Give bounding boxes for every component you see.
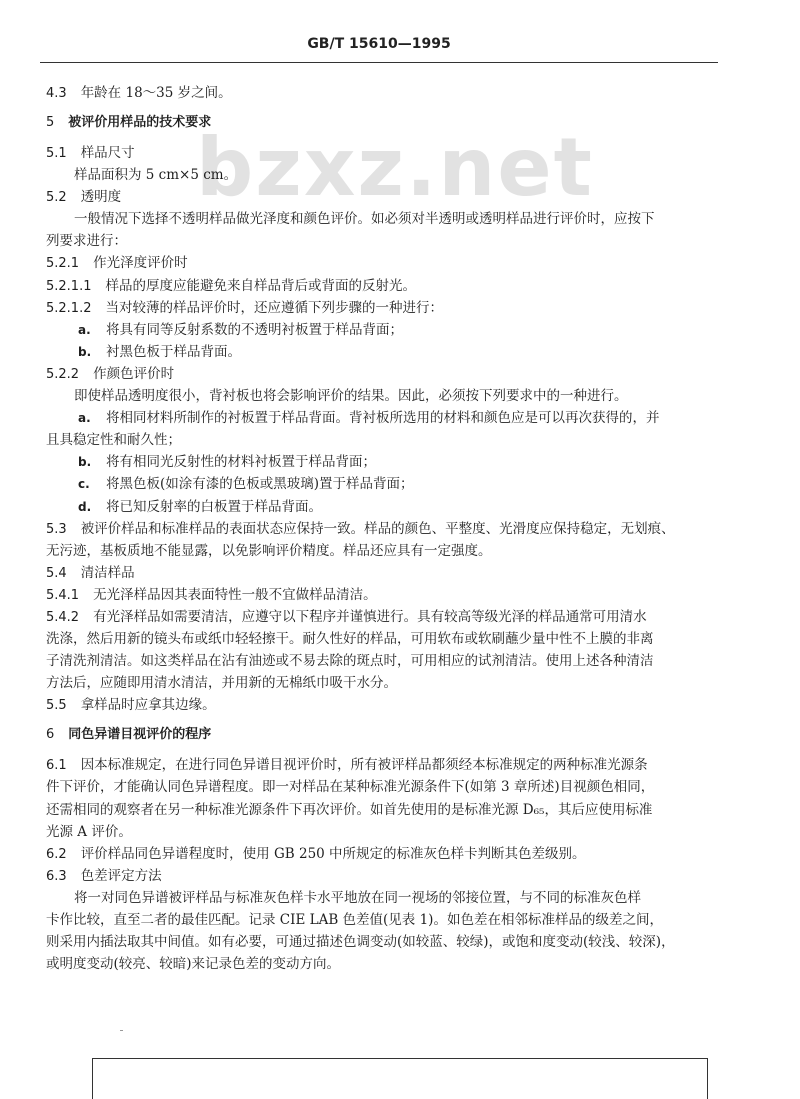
paragraph-continuation: 方法后，应随即用清水清洁，并用新的无棉纸巾吸干水分。	[46, 675, 397, 692]
paragraph-line: 样品面积为 5 cm×5 cm。	[74, 167, 238, 184]
page-header-standard-number: GB/T 15610—1995	[307, 36, 451, 52]
clause-number: 5.1	[46, 146, 67, 161]
clause	[46, 756, 678, 774]
footer-table-box	[92, 1058, 708, 1099]
clause	[46, 564, 678, 582]
clause-text: 因本标准规定，在进行同色异谱目视评价时，所有被评样品都须经本标准规定的两种标准光源条	[80, 757, 648, 774]
clause-text: 色差评定方法	[80, 867, 162, 884]
list-item	[46, 475, 678, 493]
paragraph-continuation: 件下评价，才能确认同色异谱程度。即一对样品在某种标准光源条件下(如第 3 章所述)目视颜色相同，	[46, 779, 655, 796]
clause-text: 无光泽样品因其表面特性一般不宜做样品清洁。	[93, 586, 377, 603]
clause-number: 5.2.1	[46, 256, 80, 272]
list-letter: a.	[78, 411, 91, 426]
section-title: 同色异谱目视评价的程序	[68, 727, 212, 743]
list-text: 将具有同等反射系数的不透明衬板置于样品背面；	[106, 321, 403, 338]
paragraph-continuation: 列要求进行：	[46, 233, 127, 250]
list-text: 将有相同光反射性的材料衬板置于样品背面；	[106, 454, 376, 471]
clause-number: 5.2.1.2	[46, 300, 92, 316]
clause	[46, 365, 678, 383]
clause	[46, 867, 678, 885]
section-heading	[46, 726, 678, 744]
clause-number: 6.3	[46, 868, 67, 884]
list-text: 衬黑色板于样品背面。	[106, 343, 241, 360]
clause-number: 6.1	[46, 758, 67, 774]
paragraph-continuation: 或明度变动(较亮、较暗)来记录色差的变动方向。	[46, 956, 341, 973]
clause-text: 清洁样品	[80, 564, 135, 581]
paragraph-continuation: 无污迹，基板质地不能显露，以免影响评价精度。样品还应具有一定强度。	[46, 542, 492, 559]
clause-text: 透明度	[80, 189, 122, 206]
section-heading	[46, 114, 678, 132]
section-number: 6	[46, 727, 55, 743]
clause-text: 拿样品时应拿其边缘。	[80, 697, 216, 714]
clause-number: 5.2	[46, 190, 67, 206]
clause-text: 被评价样品和标准样品的表面状态应保持一致。样品的颜色、平整度、光滑度应保持稳定，无划痕、	[80, 520, 675, 537]
list-letter: b.	[78, 344, 92, 359]
clause-number: 5.2.2	[46, 366, 80, 382]
list-item	[46, 343, 678, 361]
list-text: 将相同材料所制作的衬板置于样品背面。背衬板所选用的材料和颜色应是可以再次获得的，并	[106, 410, 660, 427]
clause-number: 5.4.2	[46, 609, 80, 625]
clause	[46, 608, 678, 626]
clause	[46, 254, 678, 272]
clause-text: 当对较薄的样品评价时，还应遵循下列步骤的一种进行：	[105, 299, 443, 316]
clause	[46, 84, 678, 102]
paragraph-continuation: 子清洗剂清洁。如这类样品在沾有油迹或不易去除的斑点时，可用相应的试剂清洁。使用上述各种清洁	[46, 653, 654, 670]
clause-text: 样品尺寸	[80, 145, 135, 161]
clause	[46, 277, 678, 295]
clause-number: 5.4.1	[46, 587, 80, 603]
list-item	[46, 321, 678, 339]
header-rule	[40, 62, 718, 63]
clause-text: 样品的厚度应能避免来自样品背后或背面的反射光。	[105, 277, 416, 294]
paragraph-line: 即使样品透明度很小，背衬板也将会影响评价的结果。因此，必须按下列要求中的一种进行。	[74, 388, 628, 405]
list-letter: b.	[78, 455, 92, 470]
clause	[46, 188, 678, 206]
clause	[46, 845, 678, 863]
clause-number: 6.2	[46, 846, 67, 862]
clause-text: 有光泽样品如需要清洁，应遵守以下程序并谨慎进行。具有较高等级光泽的样品通常可用清水	[93, 608, 647, 625]
list-item	[46, 453, 678, 471]
clause	[46, 144, 678, 162]
paragraph-continuation: 洗涤，然后用新的镜头布或纸巾轻轻擦干。耐久性好的样品，可用软布或软刷蘸少量中性不上膜的非离	[46, 631, 654, 648]
clause-text: 作光泽度评价时	[93, 255, 188, 272]
clause-number: 5.4	[46, 565, 67, 581]
watermark: bzxz.net	[196, 121, 594, 214]
clause	[46, 520, 678, 538]
paragraph-continuation: 卡作比较，直至二者的最佳匹配。记录 CIE LAB 色差值(见表 1)。如色差在相邻标准样品的级差之间，	[46, 912, 663, 928]
list-item	[46, 498, 678, 516]
clause-number: 5.5	[46, 698, 67, 714]
clause-number: 4.3	[46, 86, 67, 101]
clause-text: 作颜色评价时	[93, 365, 175, 382]
list-item	[46, 409, 678, 427]
list-letter: c.	[78, 477, 90, 492]
clause-text: 评价样品同色异谱程度时，使用 GB 250 中所规定的标准灰色样卡判断其色差级别。	[80, 845, 586, 862]
clause-number: 5.3	[46, 521, 67, 537]
paragraph-continuation: 还需相同的观察者在另一种标准光源条件下再次评价。如首先使用的是标准光源 D₆₅，其后应使用标准	[46, 801, 653, 818]
list-text: 将黑色板(如涂有漆的色板或黑玻璃)置于样品背面；	[106, 476, 414, 493]
clause-number: 5.2.1.1	[46, 278, 92, 294]
clause-text: 年龄在 18～35 岁之间。	[80, 85, 232, 101]
clause	[46, 586, 678, 604]
clause	[46, 299, 678, 317]
clause	[46, 696, 678, 714]
paragraph-continuation: 且具稳定性和耐久性；	[46, 432, 181, 449]
list-letter: a.	[78, 322, 91, 337]
paragraph-continuation: 则采用内插法取其中间值。如有必要，可通过描述色调变动(如较蓝、较绿)，或饱和度变动(较浅、较深)，	[46, 934, 675, 951]
document-body	[46, 84, 678, 977]
list-text: 将已知反射率的白板置于样品背面。	[106, 498, 322, 515]
paragraph-line: 将一对同色异谱被评样品与标准灰色样卡水平地放在同一视场的邻接位置，与不同的标准灰色样	[74, 889, 641, 906]
paragraph-continuation: 光源 A 评价。	[46, 823, 132, 840]
scan-speck	[120, 1030, 123, 1031]
list-letter: d.	[78, 499, 92, 514]
section-number: 5	[46, 115, 55, 130]
section-title: 被评价用样品的技术要求	[68, 115, 212, 130]
paragraph-line: 一般情况下选择不透明样品做光泽度和颜色评价。如必须对半透明或透明样品进行评价时，应按下	[74, 211, 655, 228]
